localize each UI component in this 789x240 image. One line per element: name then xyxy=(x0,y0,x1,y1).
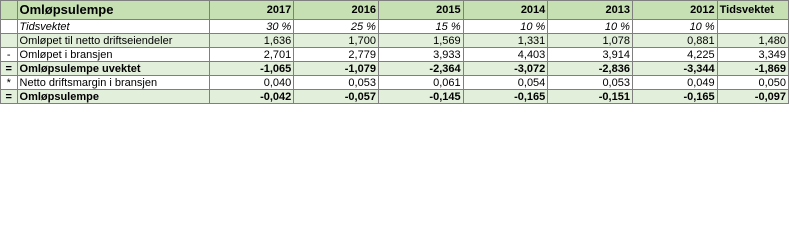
weighted-value-cell[interactable] xyxy=(717,20,788,34)
value-cell-2012[interactable]: 0,049 xyxy=(632,76,717,90)
value-cell-2012[interactable]: -3,344 xyxy=(632,62,717,76)
disadvantage-total-row xyxy=(1,90,789,104)
value-cell-2017[interactable]: -0,042 xyxy=(209,90,294,104)
header-row xyxy=(1,1,789,20)
row-label[interactable]: Omløpet til netto driftseiendeler xyxy=(17,34,209,48)
value-cell-2014[interactable]: -3,072 xyxy=(463,62,548,76)
value-cell-2016[interactable]: -0,057 xyxy=(294,90,379,104)
operator-cell[interactable] xyxy=(1,20,18,34)
value-cell-2017[interactable]: 30 % xyxy=(209,20,294,34)
value-cell-2012[interactable]: 10 % xyxy=(632,20,717,34)
row-label[interactable]: Netto driftsmargin i bransjen xyxy=(17,76,209,90)
value-cell-2013[interactable]: -0,151 xyxy=(548,90,633,104)
operator-cell[interactable] xyxy=(1,34,18,48)
unweighted-disadvantage-row xyxy=(1,62,789,76)
value-cell-2017[interactable]: 0,040 xyxy=(209,76,294,90)
value-cell-2013[interactable]: 3,914 xyxy=(548,48,633,62)
value-cell-2016[interactable]: 0,053 xyxy=(294,76,379,90)
value-cell-2012[interactable]: 0,881 xyxy=(632,34,717,48)
value-cell-2016[interactable]: -1,079 xyxy=(294,62,379,76)
operator-cell[interactable]: = xyxy=(1,90,18,104)
weighted-value-cell[interactable]: 3,349 xyxy=(717,48,788,62)
row-label[interactable]: Omløpet i bransjen xyxy=(17,48,209,62)
row-label[interactable]: Tidsvektet xyxy=(17,20,209,34)
value-cell-2014[interactable]: 1,331 xyxy=(463,34,548,48)
operator-cell[interactable]: = xyxy=(1,62,18,76)
year-header-2014[interactable]: 2014 xyxy=(463,1,548,20)
value-cell-2016[interactable]: 1,700 xyxy=(294,34,379,48)
weighted-value-cell[interactable]: -1,869 xyxy=(717,62,788,76)
value-cell-2013[interactable]: 1,078 xyxy=(548,34,633,48)
year-header-2015[interactable]: 2015 xyxy=(378,1,463,20)
year-header-2016[interactable]: 2016 xyxy=(294,1,379,20)
industry-margin-row xyxy=(1,76,789,90)
value-cell-2015[interactable]: 0,061 xyxy=(378,76,463,90)
value-cell-2016[interactable]: 25 % xyxy=(294,20,379,34)
value-cell-2012[interactable]: 4,225 xyxy=(632,48,717,62)
value-cell-2015[interactable]: 3,933 xyxy=(378,48,463,62)
value-cell-2012[interactable]: -0,165 xyxy=(632,90,717,104)
year-header-2017[interactable]: 2017 xyxy=(209,1,294,20)
weighted-value-cell[interactable]: -0,097 xyxy=(717,90,788,104)
value-cell-2017[interactable]: -1,065 xyxy=(209,62,294,76)
omlopsulempe-table xyxy=(0,0,789,104)
value-cell-2017[interactable]: 1,636 xyxy=(209,34,294,48)
year-header-2013[interactable]: 2013 xyxy=(548,1,633,20)
table-title[interactable]: Omløpsulempe xyxy=(17,1,209,20)
operator-cell[interactable]: * xyxy=(1,76,18,90)
row-label[interactable]: Omløpsulempe xyxy=(17,90,209,104)
value-cell-2013[interactable]: 0,053 xyxy=(548,76,633,90)
value-cell-2014[interactable]: -0,165 xyxy=(463,90,548,104)
value-cell-2014[interactable]: 10 % xyxy=(463,20,548,34)
year-header-2012[interactable]: 2012 xyxy=(632,1,717,20)
value-cell-2014[interactable]: 4,403 xyxy=(463,48,548,62)
time-weights-row xyxy=(1,20,789,34)
industry-turnover-row xyxy=(1,48,789,62)
weighted-header[interactable]: Tidsvektet xyxy=(717,1,788,20)
value-cell-2015[interactable]: 15 % xyxy=(378,20,463,34)
weighted-value-cell[interactable]: 1,480 xyxy=(717,34,788,48)
value-cell-2014[interactable]: 0,054 xyxy=(463,76,548,90)
turnover-row xyxy=(1,34,789,48)
value-cell-2016[interactable]: 2,779 xyxy=(294,48,379,62)
operator-header-cell[interactable] xyxy=(1,1,18,20)
value-cell-2015[interactable]: 1,569 xyxy=(378,34,463,48)
value-cell-2013[interactable]: -2,836 xyxy=(548,62,633,76)
value-cell-2017[interactable]: 2,701 xyxy=(209,48,294,62)
row-label[interactable]: Omløpsulempe uvektet xyxy=(17,62,209,76)
value-cell-2015[interactable]: -0,145 xyxy=(378,90,463,104)
value-cell-2015[interactable]: -2,364 xyxy=(378,62,463,76)
operator-cell[interactable]: - xyxy=(1,48,18,62)
weighted-value-cell[interactable]: 0,050 xyxy=(717,76,788,90)
value-cell-2013[interactable]: 10 % xyxy=(548,20,633,34)
